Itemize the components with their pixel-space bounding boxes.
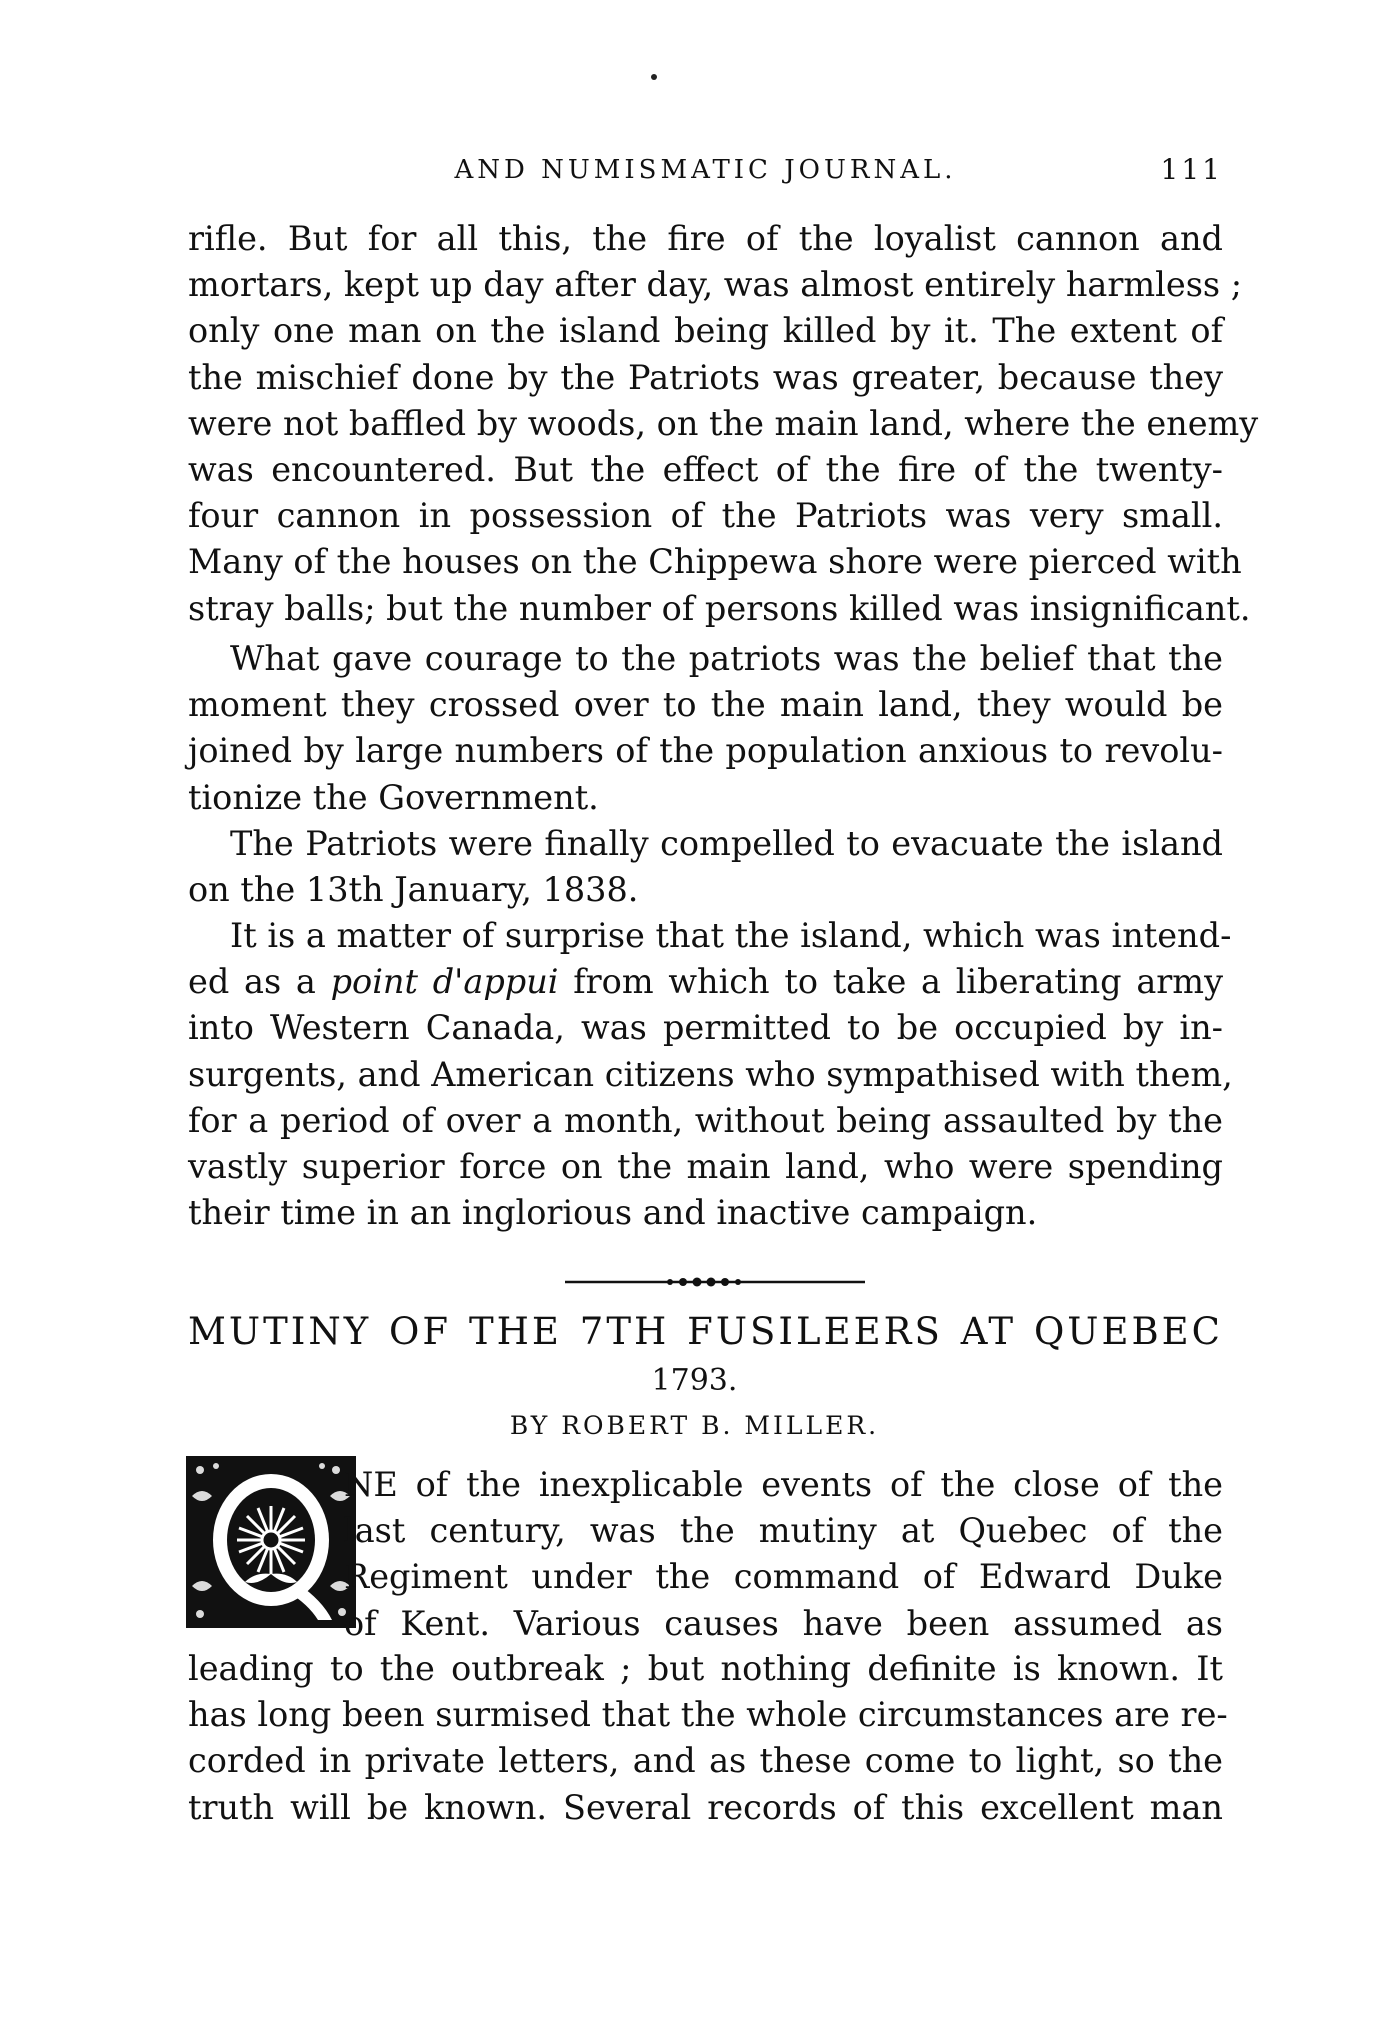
- text-line: the mischief done by the Patriots was greater, because they: [188, 357, 1223, 397]
- ornamental-divider: [565, 1276, 865, 1288]
- text-line: It is a matter of surprise that the island, which was intend-: [230, 916, 1232, 955]
- text-line: The Patriots were finally compelled to evacuate the island: [230, 824, 1223, 863]
- paragraph-evacuate: [188, 821, 1223, 913]
- text-line: mortars, kept up day after day, was almost entirely harmless ;: [188, 265, 1243, 305]
- article-year: 1793.: [651, 1363, 738, 1398]
- paragraph-mutiny-full: [188, 1646, 1228, 1831]
- stray-dot: [651, 74, 657, 80]
- text-line: stray balls; but the number of persons killed was insignificant.: [188, 588, 1251, 628]
- running-head: AND NUMISMATIC JOURNAL.: [454, 155, 957, 185]
- page-header: [188, 150, 1223, 190]
- page-number: 111: [1160, 153, 1223, 186]
- text-line: Many of the houses on the Chippewa shore were pierced with: [188, 542, 1242, 582]
- text-line: corded in private letters, and as these come to light, so the: [188, 1741, 1223, 1781]
- text-line: leading to the outbreak ; but nothing definite is known. It: [188, 1649, 1223, 1688]
- paragraph-courage: [188, 636, 1223, 821]
- text-line: only one man on the island being killed by it. The extent of: [188, 311, 1223, 351]
- text-line: were not baffled by woods, on the main land, where the enemy: [188, 403, 1259, 443]
- ornamental-initial-o-icon: [186, 1456, 356, 1628]
- text-line: surgents, and American citizens who sympathised with them,: [188, 1054, 1233, 1094]
- text-line: What gave courage to the patriots was the belief that the: [230, 639, 1223, 678]
- text-line: tionize the Government.: [188, 777, 599, 817]
- paragraph-surprise: [188, 913, 1233, 1236]
- text-line: NE of the inexplicable events of the close of the: [344, 1465, 1223, 1504]
- text-line: was encountered. But the effect of the fire of the twenty-: [188, 450, 1223, 490]
- text-line: vastly superior force on the main land, who were spending: [188, 1147, 1223, 1187]
- article-byline: BY ROBERT B. MILLER.: [509, 1411, 880, 1440]
- text-line: of Kent. Various causes have been assumed as: [344, 1603, 1223, 1643]
- text-line: rifle. But for all this, the fire of the loyalist cannon and: [188, 219, 1223, 258]
- text-line: four cannon in possession of the Patriots was very small.: [188, 496, 1223, 536]
- text-line: into Western Canada, was permitted to be occupied by in-: [188, 1008, 1223, 1048]
- text-line: Regiment under the command of Edward Duke: [344, 1557, 1223, 1597]
- text-line: moment they crossed over to the main land, they would be: [188, 685, 1223, 725]
- paragraph-rifle: [188, 216, 1259, 632]
- text-line: last century, was the mutiny at Quebec of the: [344, 1511, 1223, 1551]
- text-line: their time in an inglorious and inactive campaign.: [188, 1193, 1038, 1233]
- italic-phrase: point d'appui: [330, 962, 559, 1002]
- text-line: for a period of over a month, without being assaulted by the: [188, 1100, 1223, 1140]
- text-fragment: from which to take a liberating army: [558, 962, 1223, 1002]
- text-fragment: ed as a: [188, 962, 331, 1002]
- text-line: has long been surmised that the whole circumstances are re-: [188, 1695, 1228, 1735]
- text-line: truth will be known. Several records of this excellent man: [188, 1787, 1223, 1827]
- paragraph-mutiny-wrapped: [344, 1462, 1223, 1647]
- text-line: on the 13th January, 1838.: [188, 870, 639, 910]
- text-line: joined by large numbers of the population anxious to revolu-: [188, 731, 1223, 771]
- article-title: MUTINY OF THE 7TH FUSILEERS AT QUEBEC: [188, 1310, 1223, 1353]
- text-line: [188, 959, 1223, 1005]
